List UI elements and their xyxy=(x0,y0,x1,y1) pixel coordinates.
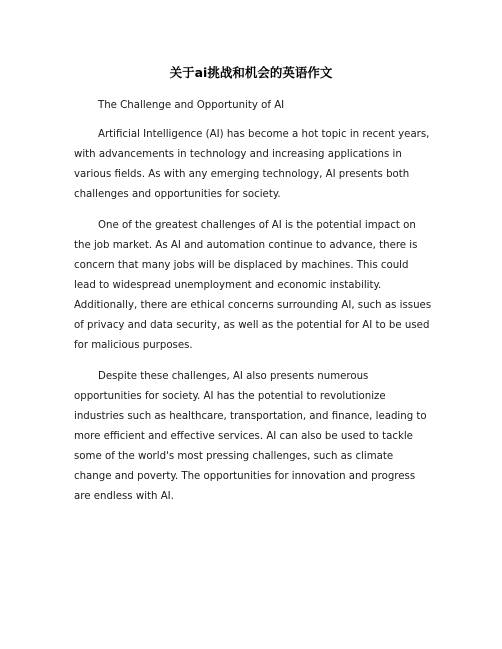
paragraph-opportunities: Despite these challenges, AI also presents numerous opportunities for society. AI has the potential to revolutionize industries such as healthcare, transportation, and finance, leading to more efficient and effective services. AI can also be used to tackle some of the world's most pressing challenges, such as climate change and poverty. The opportunities for innovation and progress are endless with AI. xyxy=(74,371,427,502)
paragraph-challenges: One of the greatest challenges of AI is the potential impact on the job market. As AI and automation continue to advance, there is concern that many jobs will be displaced by machines. This could lead to widespread unemployment and economic instability. Additionally, there are ethical concerns surrounding AI, such as issues of privacy and data security, as well as the potential for AI to be used for malicious purposes. xyxy=(74,220,432,351)
paragraph-intro: Artificial Intelligence (AI) has become a hot topic in recent years, with advancements in technology and increasing applications in various fields. As with any emerging technology, AI presents both challenges and opportunities for society. xyxy=(74,129,430,200)
document-title: 关于ai挑战和机会的英语作文 xyxy=(169,65,333,80)
essay-heading: The Challenge and Opportunity of AI xyxy=(98,100,285,111)
document-body xyxy=(74,96,432,518)
